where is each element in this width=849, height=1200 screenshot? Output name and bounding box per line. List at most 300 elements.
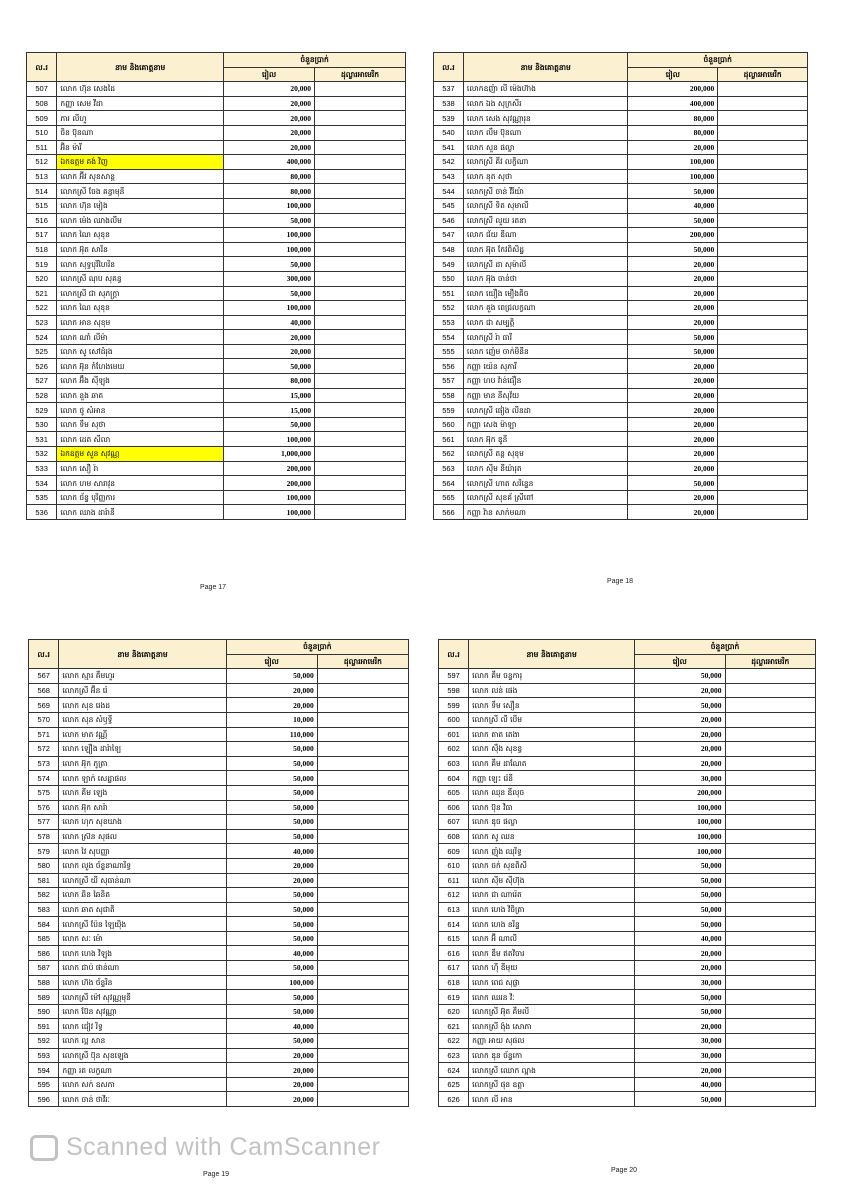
table-row	[29, 712, 409, 727]
amount-usd	[317, 917, 408, 932]
table-row	[29, 829, 409, 844]
donor-name: លោក ចក់ សុខពិសី	[469, 858, 635, 873]
table-row	[439, 1077, 816, 1092]
amount-usd	[718, 96, 808, 111]
amount-riel: 20,000	[635, 946, 725, 961]
donor-name: លោក ហេង វិឡុង	[59, 946, 226, 961]
row-number: 550	[434, 271, 464, 286]
donor-name: អ៊ិន ម៉ារី	[57, 140, 224, 155]
amount-riel: 100,000	[628, 169, 718, 184]
row-number: 574	[29, 771, 59, 786]
donor-name: លោកស្រី ម៉ៅ សុវណ្ណមុនី	[59, 990, 226, 1005]
donor-name: លោក ឌុច ផល្លា	[469, 815, 635, 830]
amount-riel: 50,000	[628, 330, 718, 345]
row-number: 605	[439, 785, 469, 800]
table-row	[439, 858, 816, 873]
table-row	[434, 198, 808, 213]
row-number: 531	[27, 432, 57, 447]
donor-name: លោក អ៊ុត កែវពិសិដ្ឋ	[463, 242, 628, 257]
donor-name: លោក ទឹម សុថា	[57, 417, 224, 432]
amount-riel: 50,000	[628, 476, 718, 491]
row-number: 569	[29, 698, 59, 713]
amount-riel: 40,000	[226, 1019, 317, 1034]
table-row	[439, 727, 816, 742]
table-row	[27, 184, 406, 199]
row-number: 554	[434, 330, 464, 345]
amount-riel: 50,000	[224, 286, 315, 301]
donor-name: លោក សុទ្ធបុរីហៃរិន	[57, 257, 224, 272]
header-row	[29, 640, 409, 655]
table-row	[27, 228, 406, 243]
row-number: 593	[29, 1048, 59, 1063]
row-number: 559	[434, 403, 464, 418]
amount-riel: 200,000	[224, 461, 315, 476]
donor-name: លោកស្រី លី បើម	[469, 712, 635, 727]
amount-riel: 40,000	[224, 315, 315, 330]
table-row	[29, 1063, 409, 1078]
donor-name: លោក ចាន់ ថាវីរៈ	[59, 1092, 226, 1107]
table-row	[29, 931, 409, 946]
row-number: 600	[439, 712, 469, 727]
amount-riel: 20,000	[628, 140, 718, 155]
donor-name: លោក លួង ច័ន្ទនាណារិទ្ធ	[59, 858, 226, 873]
amount-usd	[718, 169, 808, 184]
table-row	[27, 432, 406, 447]
table-row	[27, 490, 406, 505]
amount-riel: 20,000	[628, 359, 718, 374]
row-number: 575	[29, 785, 59, 800]
amount-riel: 20,000	[628, 447, 718, 462]
header-amount: ចំនួនប្រាក់	[224, 53, 406, 68]
amount-usd	[317, 785, 408, 800]
amount-usd	[315, 155, 406, 170]
donor-name: លោក ស្មារ គឹមហួរ	[59, 669, 226, 684]
row-number: 621	[439, 1019, 469, 1034]
amount-riel: 50,000	[226, 815, 317, 830]
amount-usd	[315, 125, 406, 140]
row-number: 540	[434, 125, 464, 140]
table-row	[439, 785, 816, 800]
donor-name: លោក អ៊ុក ភូត្រា	[59, 756, 226, 771]
row-number: 589	[29, 990, 59, 1005]
amount-riel: 100,000	[224, 228, 315, 243]
donor-name: លោក ថូ សំអាន	[57, 403, 224, 418]
amount-riel: 20,000	[635, 742, 725, 757]
donor-name: លោក សូ សៅដំរុង	[57, 344, 224, 359]
amount-usd	[725, 1004, 816, 1019]
donor-name: លោក ញ៉េម ចាក់មិនីន	[463, 344, 628, 359]
amount-usd	[315, 476, 406, 491]
donor-name: លោកស្រី ណុប សុគន្ធ	[57, 271, 224, 286]
amount-riel: 50,000	[635, 917, 725, 932]
table-row	[434, 476, 808, 491]
amount-riel: 100,000	[224, 505, 315, 520]
table-row	[439, 756, 816, 771]
amount-riel: 20,000	[224, 344, 315, 359]
donor-name: លោកស្រី ប៉ែន ឡៃយ៉ិង	[59, 917, 226, 932]
amount-usd	[718, 286, 808, 301]
amount-riel: 40,000	[635, 1077, 725, 1092]
donor-name: លោក ឡាក់ សេដ្ឋាផល	[59, 771, 226, 786]
table-row	[27, 403, 406, 418]
donor-name: លោក សុខ រេងដ	[59, 698, 226, 713]
table-row	[27, 447, 406, 462]
amount-riel: 20,000	[628, 301, 718, 316]
donor-name: លោក ជ័យ ឌីណា	[463, 228, 628, 243]
table-row	[439, 698, 816, 713]
table-row	[29, 698, 409, 713]
donor-name: ឯកឧត្តម សួន សុវណ្ណ	[57, 447, 224, 462]
donor-name: លោក ជាប់ ផាន់ណា	[59, 961, 226, 976]
row-number: 595	[29, 1077, 59, 1092]
donor-name: លោកស្រី ង៉ុង សោភា	[469, 1019, 635, 1034]
table-row	[29, 961, 409, 976]
donation-table	[28, 639, 409, 1107]
row-number: 620	[439, 1004, 469, 1019]
amount-usd	[718, 125, 808, 140]
donor-name: លោក ដេត សីលា	[57, 432, 224, 447]
amount-riel: 20,000	[635, 712, 725, 727]
table-row	[434, 344, 808, 359]
donor-name: លោកស្រី ជា សុភក្ត្រា	[57, 286, 224, 301]
amount-riel: 40,000	[226, 844, 317, 859]
page-label: Page 17	[200, 584, 227, 591]
amount-usd	[317, 1063, 408, 1078]
amount-usd	[725, 1077, 816, 1092]
donor-name: លោក ម៉េង ឈាងលីម	[57, 213, 224, 228]
amount-usd	[725, 742, 816, 757]
row-number: 558	[434, 388, 464, 403]
donor-name: លោកស្រី អ៊ុត គឹមលី	[469, 1004, 635, 1019]
row-number: 545	[434, 198, 464, 213]
row-number: 619	[439, 990, 469, 1005]
amount-riel: 50,000	[635, 1092, 725, 1107]
row-number: 594	[29, 1063, 59, 1078]
table-row	[439, 815, 816, 830]
amount-riel: 80,000	[224, 374, 315, 389]
amount-usd	[718, 447, 808, 462]
donor-name: លោកស្រី ហាត សរិន្ទេន	[463, 476, 628, 491]
amount-usd	[718, 111, 808, 126]
amount-usd	[718, 461, 808, 476]
row-number: 591	[29, 1019, 59, 1034]
amount-usd	[718, 82, 808, 97]
table-row	[27, 417, 406, 432]
amount-riel: 100,000	[635, 844, 725, 859]
table-row	[29, 1034, 409, 1049]
row-number: 606	[439, 800, 469, 815]
row-number: 555	[434, 344, 464, 359]
amount-usd	[315, 286, 406, 301]
donor-name: លោក សក់ ឧសភា	[59, 1077, 226, 1092]
donor-name: លោក ហេង នរិន្ទ	[469, 917, 635, 932]
donor-name: លោក ហ៊ី ឌីមុយ	[469, 961, 635, 976]
amount-usd	[317, 1004, 408, 1019]
amount-usd	[317, 873, 408, 888]
camscanner-watermark	[30, 1133, 380, 1162]
row-number: 611	[439, 873, 469, 888]
table-row	[27, 213, 406, 228]
table-row	[439, 931, 816, 946]
donor-name: កញ្ញា ហប វ៉ាន់ធឿន	[463, 374, 628, 389]
amount-riel: 50,000	[226, 800, 317, 815]
table-row	[27, 82, 406, 97]
amount-riel: 50,000	[635, 698, 725, 713]
table-row	[29, 1092, 409, 1107]
donor-name: លោកស្រី គីវ លក្ខិណា	[463, 155, 628, 170]
table-row	[439, 771, 816, 786]
amount-usd	[718, 315, 808, 330]
donor-name: លោក អ៊ុន កំហែងមេឃ	[57, 359, 224, 374]
donor-name: លោក ជៀវ រិទ្ធ	[59, 1019, 226, 1034]
amount-usd	[317, 1092, 408, 1107]
amount-usd	[718, 417, 808, 432]
table-row	[29, 727, 409, 742]
table-row	[434, 301, 808, 316]
donor-name: លោកស្រី ផុន ឧត្តា	[469, 1077, 635, 1092]
donor-name: លោកស្រី ឈោក ល្អាង	[469, 1063, 635, 1078]
row-number: 541	[434, 140, 464, 155]
row-number: 585	[29, 931, 59, 946]
amount-riel: 100,000	[224, 198, 315, 213]
donor-name: លោក អ៊ុង ចាន់ថា	[463, 271, 628, 286]
row-number: 626	[439, 1092, 469, 1107]
amount-usd	[315, 359, 406, 374]
donor-name: លោក ឈាង ដារ៉ានី	[57, 505, 224, 520]
amount-riel: 50,000	[226, 742, 317, 757]
amount-usd	[315, 96, 406, 111]
row-number: 579	[29, 844, 59, 859]
table-row	[434, 271, 808, 286]
table-row	[439, 1063, 816, 1078]
amount-riel: 50,000	[226, 902, 317, 917]
row-number: 514	[27, 184, 57, 199]
table-row	[439, 1034, 816, 1049]
table-row	[434, 96, 808, 111]
table-row	[434, 461, 808, 476]
page-label: Page 19	[203, 1171, 230, 1178]
row-number: 582	[29, 888, 59, 903]
donor-name: លោក ប៊ុន វិធា	[469, 800, 635, 815]
row-number: 526	[27, 359, 57, 374]
donation-table	[438, 639, 816, 1107]
amount-riel: 80,000	[224, 169, 315, 184]
amount-usd	[315, 417, 406, 432]
row-number: 608	[439, 829, 469, 844]
amount-usd	[718, 344, 808, 359]
table-row	[29, 683, 409, 698]
row-number: 562	[434, 447, 464, 462]
row-number: 597	[439, 669, 469, 684]
table-row	[439, 683, 816, 698]
amount-usd	[718, 403, 808, 418]
row-number: 613	[439, 902, 469, 917]
row-number: 625	[439, 1077, 469, 1092]
header-no: ល.រ	[434, 53, 464, 82]
row-number: 538	[434, 96, 464, 111]
amount-usd	[317, 1048, 408, 1063]
row-number: 519	[27, 257, 57, 272]
amount-usd	[725, 712, 816, 727]
amount-usd	[718, 155, 808, 170]
amount-usd	[718, 140, 808, 155]
donor-name: លោក ហេង វិចិត្រា	[469, 902, 635, 917]
table-row	[27, 505, 406, 520]
amount-riel: 100,000	[226, 975, 317, 990]
donor-name: លោក ឌុន ច័ន្ទកោ	[469, 1048, 635, 1063]
donor-name: កញ្ញា វ៉ាន សាក់មណា	[463, 505, 628, 520]
amount-riel: 200,000	[635, 785, 725, 800]
donor-name: លោក គួង ពេជ្រលក្ខណា	[463, 301, 628, 316]
amount-usd	[725, 888, 816, 903]
amount-riel: 20,000	[628, 505, 718, 520]
amount-usd	[317, 683, 408, 698]
amount-usd	[725, 902, 816, 917]
amount-usd	[725, 1048, 816, 1063]
donor-name: លោក ស៊ីម នីយ៉ារុត	[463, 461, 628, 476]
amount-usd	[725, 917, 816, 932]
donor-name: លោក សួន ផល្លា	[463, 140, 628, 155]
row-number: 525	[27, 344, 57, 359]
table-row	[434, 242, 808, 257]
amount-usd	[718, 476, 808, 491]
row-number: 515	[27, 198, 57, 213]
amount-riel: 50,000	[635, 990, 725, 1005]
row-number: 568	[29, 683, 59, 698]
donor-name: លោកស្រី លួយ រតនា	[463, 213, 628, 228]
table-row	[29, 844, 409, 859]
donor-name: លោក លី អាន	[469, 1092, 635, 1107]
amount-riel: 20,000	[226, 1063, 317, 1078]
header-amount: ចំនួនប្រាក់	[628, 53, 808, 68]
table-row	[439, 742, 816, 757]
row-number: 557	[434, 374, 464, 389]
donor-name: លោក ជា សម្បត្តិ	[463, 315, 628, 330]
amount-riel: 100,000	[224, 242, 315, 257]
donor-name: លោក សឿ រ៉ា	[57, 461, 224, 476]
header-riel: រៀល	[226, 654, 317, 669]
table-row	[29, 1004, 409, 1019]
table-row	[27, 169, 406, 184]
amount-riel: 100,000	[224, 301, 315, 316]
row-number: 522	[27, 301, 57, 316]
amount-usd	[317, 931, 408, 946]
row-number: 509	[27, 111, 57, 126]
header-usd: ដុល្លារអាមេរិក	[315, 67, 406, 82]
amount-usd	[725, 727, 816, 742]
amount-riel: 20,000	[635, 1063, 725, 1078]
donor-name: លោក ណៃ សុខុន	[57, 301, 224, 316]
amount-usd	[725, 931, 816, 946]
table-row	[27, 374, 406, 389]
donor-name: លោក សូ ឈន	[469, 829, 635, 844]
amount-usd	[317, 712, 408, 727]
amount-riel: 50,000	[224, 359, 315, 374]
table-row	[29, 902, 409, 917]
row-number: 584	[29, 917, 59, 932]
page-label: Page 20	[611, 1167, 638, 1174]
amount-usd	[315, 490, 406, 505]
row-number: 578	[29, 829, 59, 844]
row-number: 510	[27, 125, 57, 140]
table-row	[439, 1092, 816, 1107]
amount-usd	[718, 213, 808, 228]
amount-riel: 50,000	[226, 917, 317, 932]
donor-name: លោក ហ៊ុន មៀង	[57, 198, 224, 213]
row-number: 556	[434, 359, 464, 374]
row-number: 534	[27, 476, 57, 491]
amount-usd	[317, 888, 408, 903]
row-number: 607	[439, 815, 469, 830]
amount-usd	[315, 111, 406, 126]
row-number: 572	[29, 742, 59, 757]
donor-name: លោកស្រី ទិត សុមាលី	[463, 198, 628, 213]
donor-name: លោក សុន សំឫទ្ធី	[59, 712, 226, 727]
amount-riel: 20,000	[224, 111, 315, 126]
table-row	[439, 873, 816, 888]
table-row	[29, 858, 409, 873]
donor-name: កញ្ញា ឡេះ រ៉េនី	[469, 771, 635, 786]
amount-riel: 50,000	[226, 829, 317, 844]
amount-usd	[718, 184, 808, 199]
table-row	[27, 155, 406, 170]
amount-riel: 20,000	[226, 683, 317, 698]
donor-name: លោក ហុក សុខឃាង	[59, 815, 226, 830]
table-row	[27, 388, 406, 403]
donor-name: លោកស្រី យី សុធាន់ណា	[59, 873, 226, 888]
donor-name: លោក លន់ ផេង	[469, 683, 635, 698]
amount-usd	[317, 946, 408, 961]
amount-riel: 50,000	[628, 344, 718, 359]
table-row	[29, 946, 409, 961]
amount-usd	[718, 490, 808, 505]
donor-name: លោក ឈុន ឌីលុច	[469, 785, 635, 800]
amount-riel: 20,000	[226, 1077, 317, 1092]
table-row	[434, 155, 808, 170]
table-row	[27, 344, 406, 359]
row-number: 573	[29, 756, 59, 771]
table-row	[439, 902, 816, 917]
donor-name: លោក ឌឹម ឥតវិចារ	[469, 946, 635, 961]
row-number: 580	[29, 858, 59, 873]
row-number: 588	[29, 975, 59, 990]
row-number: 623	[439, 1048, 469, 1063]
table-row	[27, 301, 406, 316]
amount-riel: 100,000	[635, 815, 725, 830]
row-number: 618	[439, 975, 469, 990]
row-number: 587	[29, 961, 59, 976]
amount-riel: 20,000	[635, 683, 725, 698]
donor-name: លោក ស្រ៊ន សុផល	[59, 829, 226, 844]
amount-riel: 100,000	[635, 829, 725, 844]
amount-usd	[725, 800, 816, 815]
amount-usd	[315, 213, 406, 228]
amount-riel: 20,000	[226, 1092, 317, 1107]
amount-usd	[315, 140, 406, 155]
table-row	[29, 756, 409, 771]
amount-riel: 200,000	[224, 476, 315, 491]
row-number: 614	[439, 917, 469, 932]
row-number: 583	[29, 902, 59, 917]
amount-riel: 20,000	[628, 388, 718, 403]
amount-riel: 200,000	[628, 82, 718, 97]
amount-riel: 50,000	[635, 1004, 725, 1019]
amount-usd	[725, 961, 816, 976]
amount-riel: 15,000	[224, 403, 315, 418]
amount-usd	[725, 698, 816, 713]
table-row	[434, 417, 808, 432]
amount-usd	[725, 990, 816, 1005]
